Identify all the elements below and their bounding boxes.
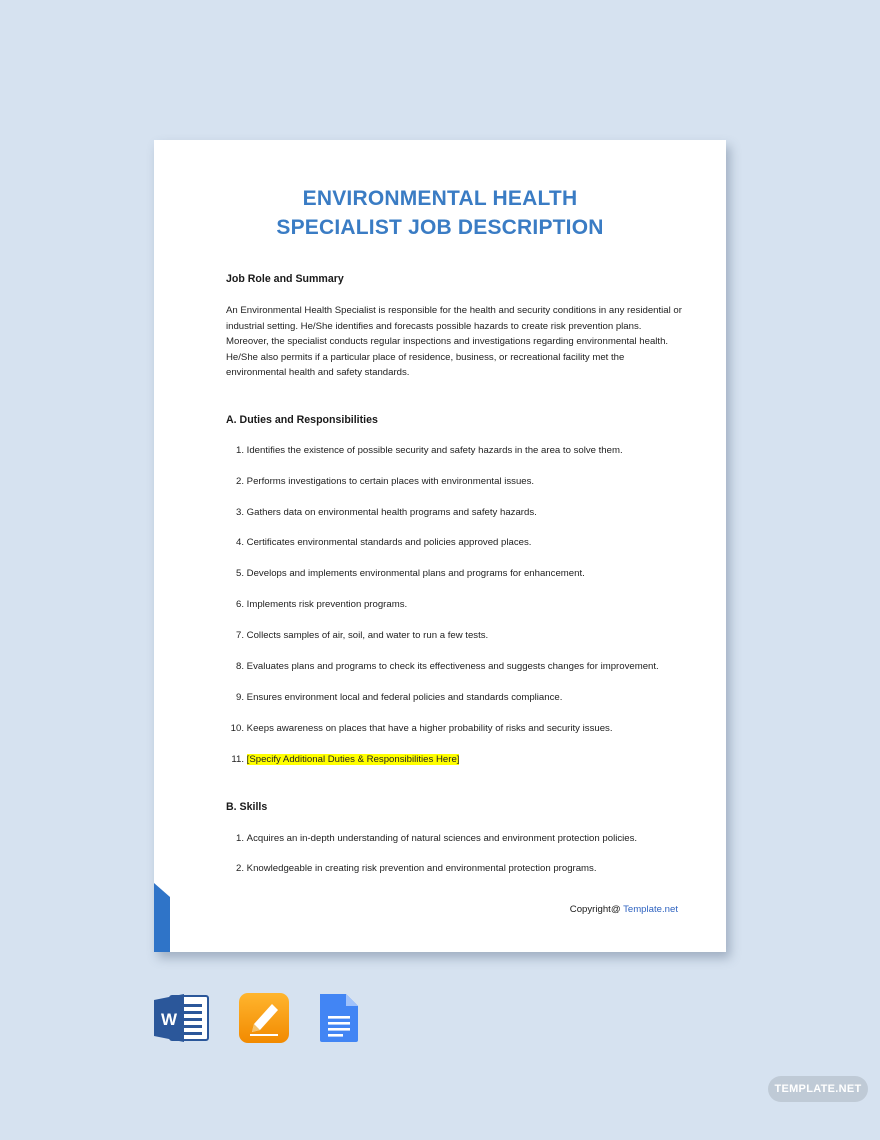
duty-item [214,630,684,641]
duty-item [214,476,684,487]
duty-text: Evaluates plans and programs to check its effectiveness and suggests changes for improvement. [246,661,659,672]
svg-text:W: W [160,1010,178,1029]
duty-number: 6. [235,599,244,610]
skill-text: Knowledgeable in creating risk prevention and environmental protection programs. [246,863,597,874]
duty-item [214,692,684,703]
placeholder-highlight: [Specify Additional Duties & Responsibilities Here] [246,754,460,765]
skill-item [214,863,684,874]
duties-heading: A. Duties and Responsibilities [226,414,378,426]
duty-number: 9. [235,692,244,703]
duty-text: Identifies the existence of possible security and safety hazards in the area to solve them. [246,445,623,456]
duty-number: 2. [235,476,244,487]
duty-text: Develops and implements environmental plans and programs for enhancement. [246,568,585,579]
google-docs-icon[interactable] [318,992,360,1044]
duty-text: Gathers data on environmental health programs and safety hazards. [246,507,537,518]
duty-item [214,599,684,610]
skill-item [214,833,684,844]
duty-number: 5. [235,568,244,579]
duty-item [214,537,684,548]
duty-number: 4. [235,537,244,548]
duty-item [214,445,684,456]
duty-number: 1. [235,445,244,456]
skill-text: Acquires an in-depth understanding of natural sciences and environment protection policies. [246,833,638,844]
duty-item [214,661,684,672]
duty-number: 3. [235,507,244,518]
duty-item [214,568,684,579]
duty-number: 7. [235,630,244,641]
copyright-label: Copyright@ [569,904,624,915]
skill-number: 1. [235,833,244,844]
document-title [154,184,726,242]
summary-heading: Job Role and Summary [226,273,344,285]
duty-text: Ensures environment local and federal policies and standards compliance. [246,692,563,703]
summary-paragraph: An Environmental Health Specialist is responsible for the health and security conditions in any residential or industrial setting. He/She identifies and forecasts possible hazards to create risk prevention plans. Moreover, the specialist conducts regular inspections and investigations regarding environmental health. He/She also permits if a particular place of residence, business, or recreational facility met the environmental health and safety standards. [226,305,682,379]
duty-text: Collects samples of air, soil, and water to run a few tests. [246,630,489,641]
duty-item [214,723,684,734]
duty-text: Performs investigations to certain places with environmental issues. [246,476,535,487]
duty-item-placeholder [214,754,684,765]
template-net-badge[interactable]: TEMPLATE.NET [768,1076,868,1102]
copyright-link[interactable]: Template.net [623,904,678,915]
duty-number: 10. [230,723,244,734]
title-line-1: ENVIRONMENTAL HEALTH [302,187,578,210]
document-page [154,140,726,952]
duty-item [214,507,684,518]
skills-heading: B. Skills [226,801,268,813]
page-corner-accent [154,883,170,952]
duty-text: Certificates environmental standards and policies approved places. [246,537,532,548]
title-line-2: SPECIALIST JOB DESCRIPTION [276,216,604,239]
duty-text: Keeps awareness on places that have a higher probability of risks and security issues. [246,723,613,734]
duty-number: 11. [231,754,244,765]
apple-pages-icon[interactable] [238,992,290,1044]
microsoft-word-icon[interactable] [154,992,210,1044]
duty-text: Implements risk prevention programs. [246,599,408,610]
skill-number: 2. [235,863,244,874]
copyright-notice [570,904,678,915]
duty-number: 8. [235,661,244,672]
